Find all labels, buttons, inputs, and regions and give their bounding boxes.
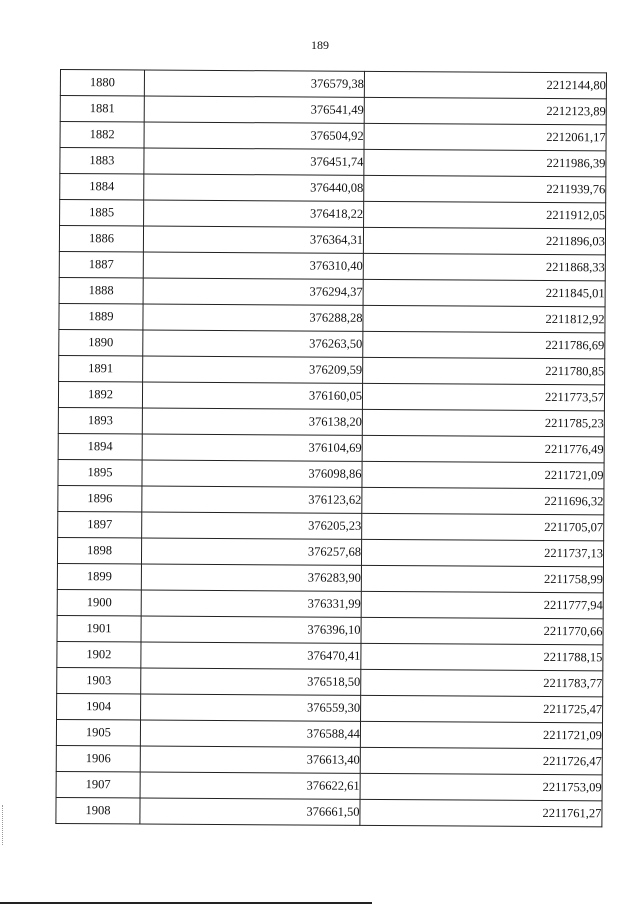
value-y-cell: 2211777,94 <box>361 591 603 618</box>
year-cell: 1902 <box>57 641 141 668</box>
value-y-cell: 2211761,27 <box>360 799 602 826</box>
table-row <box>56 719 602 748</box>
table-row <box>59 355 605 384</box>
value-x-cell: 376283,90 <box>141 564 361 591</box>
table-row <box>57 641 603 670</box>
table-row <box>57 693 603 722</box>
value-y-cell: 2211788,15 <box>361 643 603 670</box>
year-cell: 1882 <box>60 122 144 149</box>
table-row <box>59 277 605 306</box>
value-x-cell: 376331,99 <box>141 590 361 617</box>
table-row <box>59 329 605 358</box>
value-y-cell: 2211939,76 <box>364 175 606 202</box>
value-y-cell: 2211725,47 <box>361 695 603 722</box>
value-y-cell: 2211780,85 <box>363 357 605 384</box>
value-x-cell: 376504,92 <box>144 122 364 149</box>
value-y-cell: 2211776,49 <box>362 435 604 462</box>
value-x-cell: 376579,38 <box>144 70 364 97</box>
value-y-cell: 2211737,13 <box>361 539 603 566</box>
value-x-cell: 376622,61 <box>140 772 360 799</box>
table-row <box>60 96 606 125</box>
value-y-cell: 2211845,01 <box>363 279 605 306</box>
year-cell: 1881 <box>60 96 144 123</box>
table-row <box>60 70 606 99</box>
table-row <box>56 745 602 774</box>
value-y-cell: 2211812,92 <box>363 305 605 332</box>
year-cell: 1905 <box>56 719 140 746</box>
value-y-cell: 2211785,23 <box>362 409 604 436</box>
table-row <box>60 122 606 151</box>
year-cell: 1888 <box>59 277 143 304</box>
page-number: 189 <box>311 38 329 52</box>
table-row <box>58 407 604 436</box>
value-x-cell: 376451,74 <box>144 148 364 175</box>
value-y-cell: 2211786,69 <box>363 331 605 358</box>
value-y-cell: 2211726,47 <box>360 747 602 774</box>
year-cell: 1884 <box>60 174 144 201</box>
table-row <box>57 589 603 618</box>
year-cell: 1886 <box>59 226 143 253</box>
table-row <box>59 226 605 255</box>
table-row <box>58 381 604 410</box>
year-cell: 1883 <box>60 148 144 175</box>
value-x-cell: 376209,59 <box>143 356 363 383</box>
value-y-cell: 2211721,09 <box>362 461 604 488</box>
value-x-cell: 376559,30 <box>141 694 361 721</box>
value-y-cell: 2211773,57 <box>362 383 604 410</box>
bottom-rule <box>0 902 372 904</box>
value-x-cell: 376160,05 <box>142 382 362 409</box>
value-y-cell: 2211721,09 <box>360 721 602 748</box>
value-y-cell: 2212061,17 <box>364 123 606 150</box>
value-y-cell: 2211868,33 <box>363 253 605 280</box>
margin-dots <box>2 805 4 845</box>
year-cell: 1903 <box>57 667 141 694</box>
value-y-cell: 2211770,66 <box>361 617 603 644</box>
year-cell: 1899 <box>57 563 141 590</box>
value-y-cell: 2211912,05 <box>364 201 606 228</box>
value-x-cell: 376257,68 <box>141 538 361 565</box>
table-row <box>60 148 606 177</box>
value-y-cell: 2212123,89 <box>364 97 606 124</box>
value-x-cell: 376263,50 <box>143 330 363 357</box>
table-row <box>57 615 603 644</box>
table-row <box>59 303 605 332</box>
value-x-cell: 376588,44 <box>140 720 360 747</box>
value-x-cell: 376518,50 <box>141 668 361 695</box>
year-cell: 1880 <box>60 70 144 97</box>
table-body <box>56 70 607 827</box>
value-x-cell: 376418,22 <box>144 200 364 227</box>
table-row <box>58 511 604 540</box>
table-row <box>57 537 603 566</box>
value-y-cell: 2211986,39 <box>364 149 606 176</box>
value-x-cell: 376470,41 <box>141 642 361 669</box>
table-row <box>58 433 604 462</box>
year-cell: 1893 <box>58 407 142 434</box>
year-cell: 1889 <box>59 303 143 330</box>
value-x-cell: 376613,40 <box>140 746 360 773</box>
year-cell: 1891 <box>59 355 143 382</box>
value-y-cell: 2211758,99 <box>361 565 603 592</box>
year-cell: 1900 <box>57 589 141 616</box>
value-x-cell: 376138,20 <box>142 408 362 435</box>
year-cell: 1901 <box>57 615 141 642</box>
year-cell: 1894 <box>58 433 142 460</box>
value-x-cell: 376310,40 <box>143 252 363 279</box>
value-x-cell: 376396,10 <box>141 616 361 643</box>
value-y-cell: 2211753,09 <box>360 773 602 800</box>
year-cell: 1890 <box>59 329 143 356</box>
coordinates-table <box>55 69 607 827</box>
year-cell: 1904 <box>57 693 141 720</box>
value-x-cell: 376440,08 <box>144 174 364 201</box>
table-row <box>60 200 606 229</box>
value-x-cell: 376364,31 <box>143 226 363 253</box>
table-row <box>60 174 606 203</box>
value-x-cell: 376123,62 <box>142 486 362 513</box>
value-y-cell: 2211705,07 <box>362 513 604 540</box>
value-y-cell: 2212144,80 <box>364 71 606 98</box>
value-x-cell: 376205,23 <box>142 512 362 539</box>
table-row <box>56 797 602 826</box>
table-row <box>57 563 603 592</box>
year-cell: 1885 <box>60 200 144 227</box>
year-cell: 1887 <box>59 251 143 278</box>
table-row <box>59 251 605 280</box>
year-cell: 1892 <box>58 381 142 408</box>
value-x-cell: 376661,50 <box>140 798 360 825</box>
table-row <box>57 667 603 696</box>
value-y-cell: 2211896,03 <box>363 227 605 254</box>
value-x-cell: 376541,49 <box>144 96 364 123</box>
year-cell: 1897 <box>58 511 142 538</box>
year-cell: 1898 <box>57 537 141 564</box>
year-cell: 1896 <box>58 485 142 512</box>
value-y-cell: 2211783,77 <box>361 669 603 696</box>
year-cell: 1895 <box>58 459 142 486</box>
table-row <box>56 771 602 800</box>
value-x-cell: 376288,28 <box>143 304 363 331</box>
value-x-cell: 376294,37 <box>143 278 363 305</box>
value-y-cell: 2211696,32 <box>362 487 604 514</box>
year-cell: 1906 <box>56 745 140 772</box>
value-x-cell: 376098,86 <box>142 460 362 487</box>
year-cell: 1907 <box>56 771 140 798</box>
table-row <box>58 485 604 514</box>
value-x-cell: 376104,69 <box>142 434 362 461</box>
table-row <box>58 459 604 488</box>
year-cell: 1908 <box>56 797 140 824</box>
